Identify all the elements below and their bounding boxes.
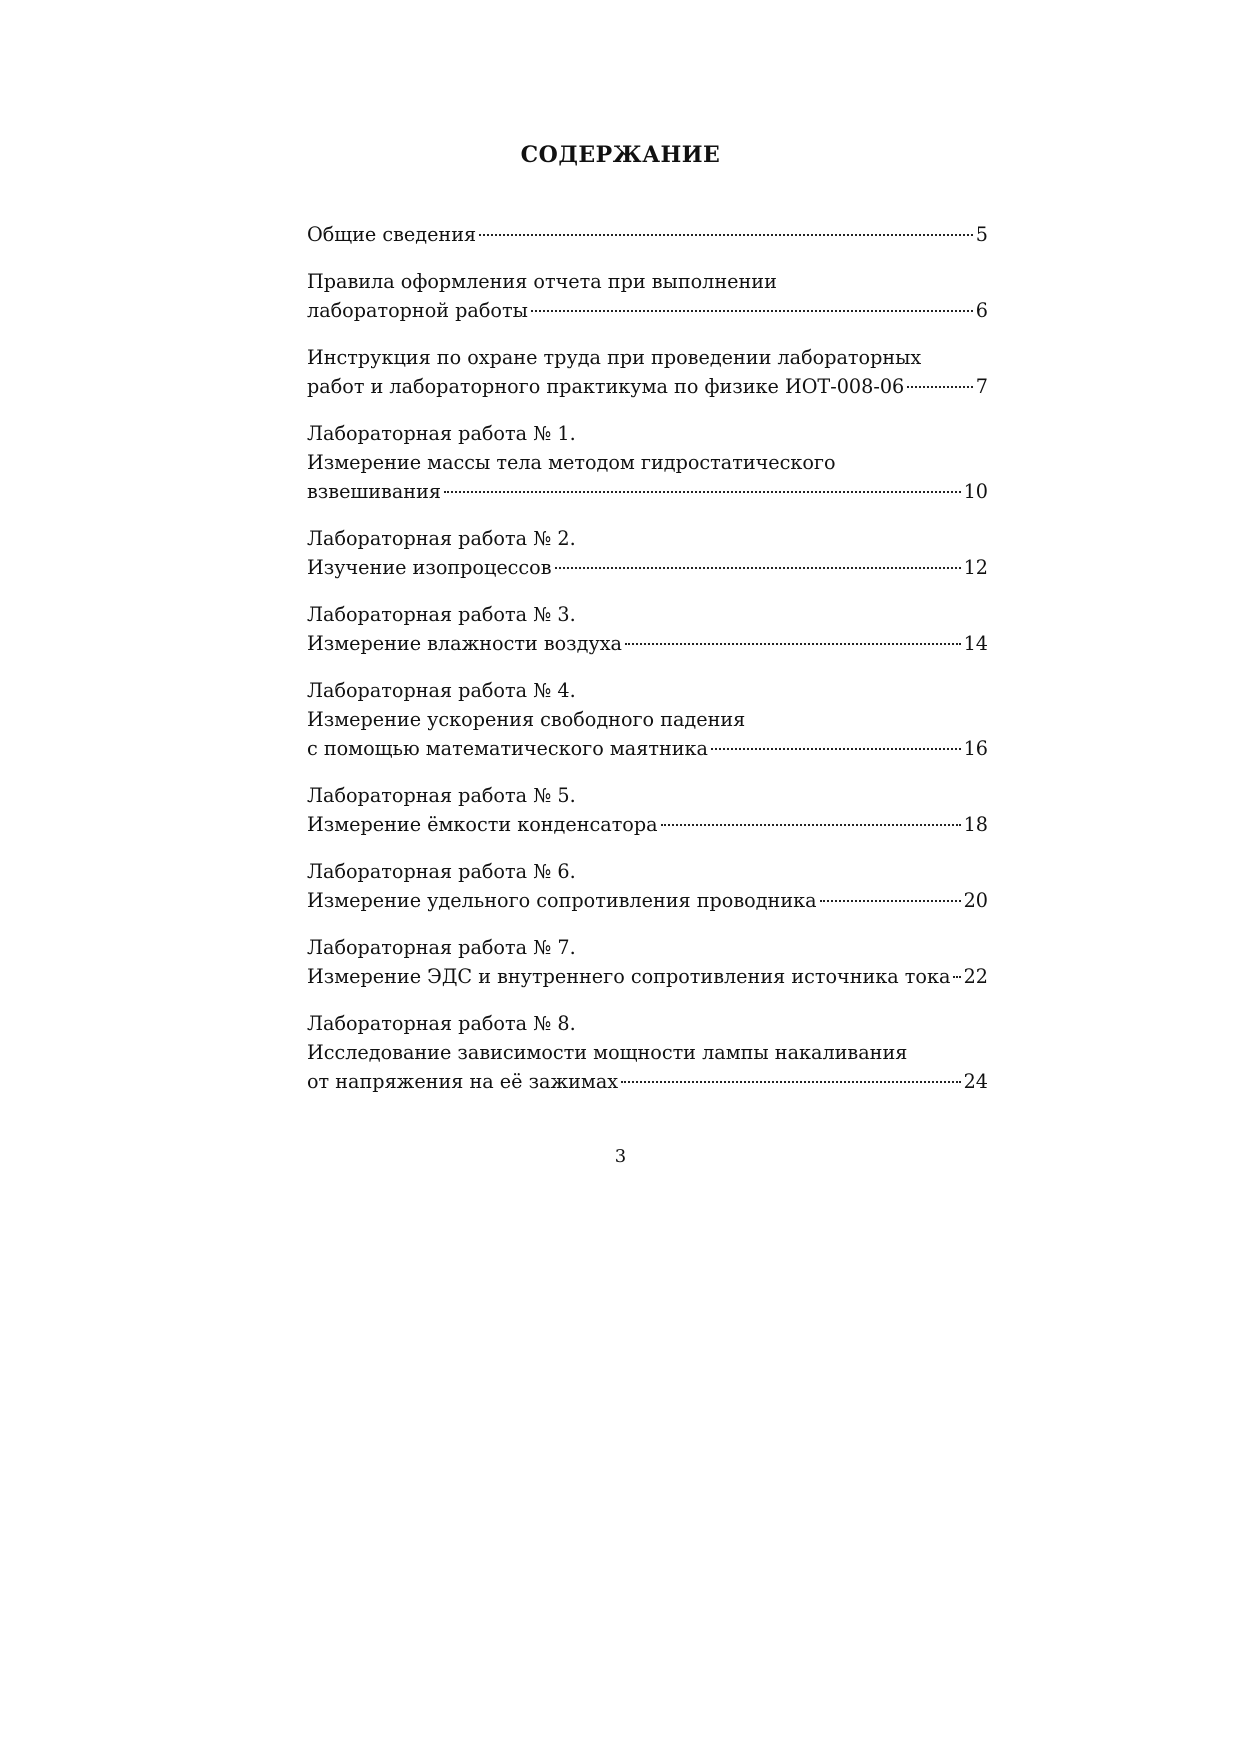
toc-entry — [307, 857, 988, 915]
toc-entry — [307, 676, 988, 763]
toc-entry — [307, 343, 988, 401]
toc-entry-line: Лабораторная работа № 1. — [307, 422, 576, 445]
toc-page-ref: 20 — [963, 889, 988, 912]
toc-entry-last-line — [307, 886, 988, 915]
toc-title: СОДЕРЖАНИЕ — [520, 142, 721, 168]
toc-entry-line: Исследование зависимости мощности лампы накаливания — [307, 1041, 908, 1064]
toc-entry-line: Измерение массы тела методом гидростатического — [307, 451, 836, 474]
toc-page-ref: 18 — [963, 813, 988, 836]
dot-leader — [555, 567, 961, 569]
toc-entry-last-line — [307, 734, 988, 763]
toc-entry-line: Правила оформления отчета при выполнении — [307, 270, 777, 293]
toc-entry-line: Лабораторная работа № 8. — [307, 1012, 576, 1035]
toc-entry-last-line — [307, 296, 988, 325]
toc-entry-line: Измерение ускорения свободного падения — [307, 708, 746, 731]
toc-entry — [307, 600, 988, 658]
dot-leader — [711, 748, 961, 750]
toc-entry-line: Измерение влажности воздуха — [307, 632, 623, 655]
toc-entry-last-line — [307, 372, 988, 401]
toc-entry-line: взвешивания — [307, 480, 441, 503]
toc-page-ref: 5 — [975, 223, 988, 246]
toc-entry-last-line — [307, 553, 988, 582]
toc-entry-line: от напряжения на её зажимах — [307, 1070, 619, 1093]
toc-entry-line: Измерение удельного сопротивления проводника — [307, 889, 817, 912]
toc-entry-line: Лабораторная работа № 4. — [307, 679, 576, 702]
dot-leader — [531, 310, 973, 312]
toc-page-ref: 6 — [975, 299, 988, 322]
toc-entry-last-line — [307, 1067, 988, 1096]
page-number: 3 — [614, 1146, 627, 1167]
dot-leader — [444, 491, 961, 493]
table-of-contents — [307, 220, 988, 1114]
toc-entry — [307, 419, 988, 506]
toc-page-ref: 22 — [963, 965, 988, 988]
toc-entry-line: Измерение ёмкости конденсатора — [307, 813, 658, 836]
toc-page-ref: 7 — [975, 375, 988, 398]
toc-entry-line: работ и лабораторного практикума по физике ИОТ-008-06 — [307, 375, 905, 398]
toc-entry-last-line — [307, 962, 988, 991]
toc-page-ref: 24 — [963, 1070, 988, 1093]
toc-entry-line: Лабораторная работа № 7. — [307, 936, 576, 959]
toc-entry-last-line — [307, 629, 988, 658]
toc-entry-line: Лабораторная работа № 6. — [307, 860, 576, 883]
toc-entry-last-line — [307, 477, 988, 506]
dot-leader — [621, 1081, 960, 1083]
toc-entry-line: Инструкция по охране труда при проведении лабораторных — [307, 346, 922, 369]
toc-entry-line: Лабораторная работа № 3. — [307, 603, 576, 626]
dot-leader — [953, 976, 960, 978]
dot-leader — [907, 386, 973, 388]
toc-entry-line: Изучение изопроцессов — [307, 556, 552, 579]
toc-entry — [307, 781, 988, 839]
toc-page-ref: 16 — [963, 737, 988, 760]
toc-entry-last-line — [307, 220, 988, 249]
toc-entry — [307, 220, 988, 249]
toc-entry — [307, 267, 988, 325]
toc-entry-line: Общие сведения — [307, 223, 477, 246]
toc-entry — [307, 1009, 988, 1096]
toc-entry — [307, 524, 988, 582]
toc-page-ref: 12 — [963, 556, 988, 579]
toc-page-ref: 14 — [963, 632, 988, 655]
toc-entry-line: Измерение ЭДС и внутреннего сопротивления источника тока — [307, 965, 951, 988]
dot-leader — [661, 824, 961, 826]
dot-leader — [820, 900, 961, 902]
toc-entry-line: лабораторной работы — [307, 299, 528, 322]
toc-entry-last-line — [307, 810, 988, 839]
toc-page-ref: 10 — [963, 480, 988, 503]
dot-leader — [625, 643, 961, 645]
toc-entry-line: с помощью математического маятника — [307, 737, 708, 760]
toc-entry-line: Лабораторная работа № 5. — [307, 784, 576, 807]
toc-entry-line: Лабораторная работа № 2. — [307, 527, 576, 550]
dot-leader — [479, 234, 973, 236]
toc-entry — [307, 933, 988, 991]
